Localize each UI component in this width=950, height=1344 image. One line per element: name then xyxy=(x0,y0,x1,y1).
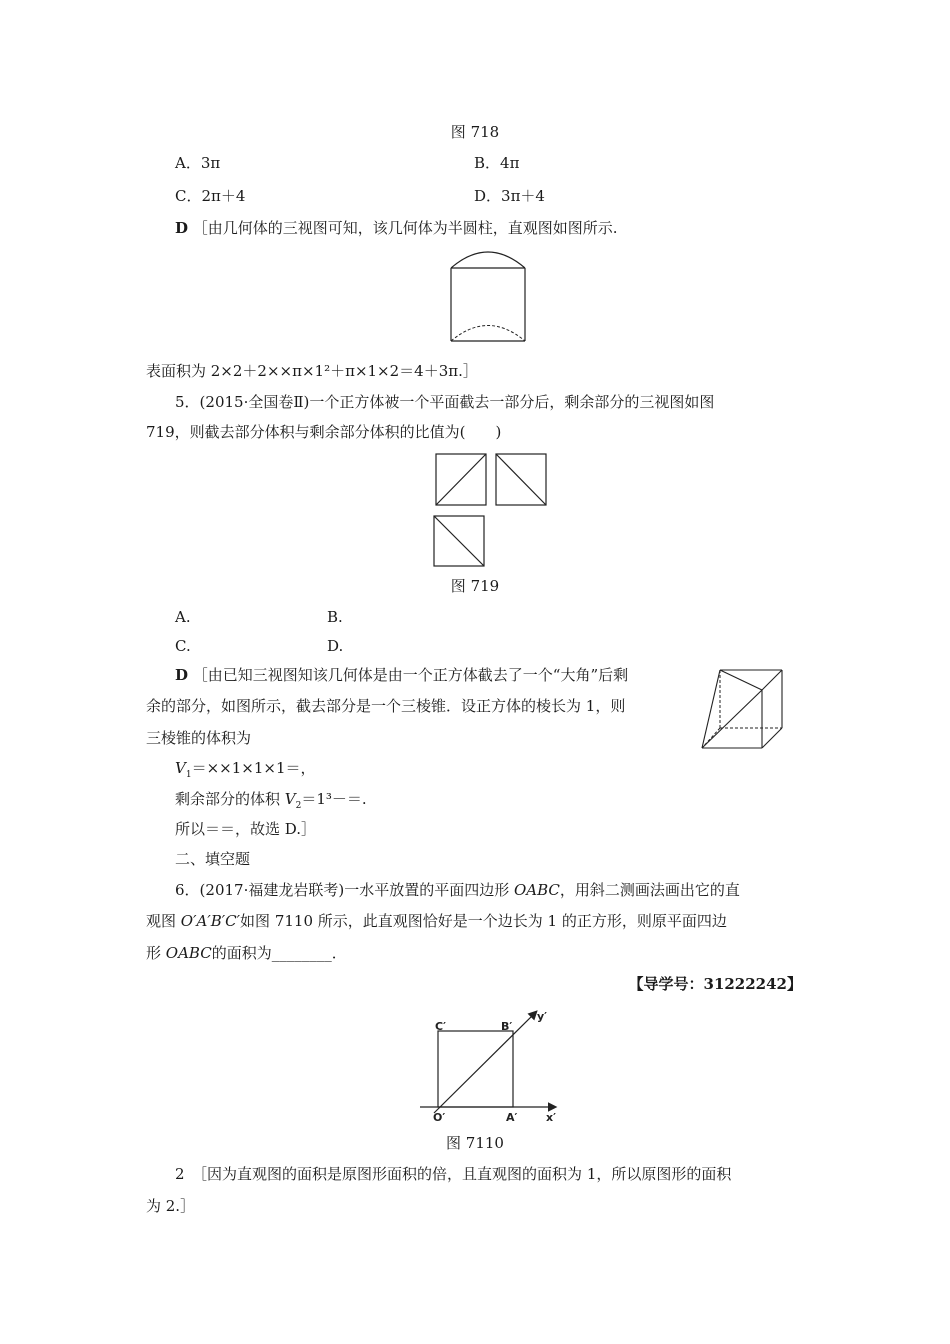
q5-option-c: C. xyxy=(175,637,191,655)
oblique-square-figure xyxy=(420,1006,570,1131)
figure-caption-7110: 图 7110 xyxy=(446,1134,504,1152)
calc-conclusion: 所以＝＝，故选 D.］ xyxy=(175,820,317,838)
q5-option-a: A. xyxy=(175,608,191,626)
q5-option-d: D. xyxy=(327,637,344,655)
label-a-prime: A′ xyxy=(506,1111,518,1124)
q6-stem-line2: 观图 O′A′B′C′如图 7110 所示，此直观图恰好是一个边长为 1 的正方形，则原平面四边 xyxy=(146,912,727,930)
label-y-prime: y′ xyxy=(537,1010,548,1023)
figure-caption-719: 图 719 xyxy=(450,577,500,595)
guide-number: 【导学号：31222242】 xyxy=(628,975,802,993)
answer-q4-line1 xyxy=(175,218,618,238)
q6-stem-line1: 6．(2017·福建龙岩联考)一水平放置的平面四边形 OABC，用斜二测画法画出它的直 xyxy=(175,881,740,899)
option-d: D．3π＋4 xyxy=(474,187,545,205)
answer-q4-line2: 表面积为 2×2＋2××π×1²＋π×1×2＝4＋3π.］ xyxy=(146,362,478,380)
cut-cube-figure xyxy=(700,667,785,752)
section-title: 二、填空题 xyxy=(175,850,251,868)
q6-stem-line3: 形 OABC的面积为________． xyxy=(146,944,347,962)
q5-option-b: B. xyxy=(327,608,343,626)
half-cylinder-figure xyxy=(448,244,528,346)
answer-letter: D xyxy=(175,219,189,237)
answer-text: ［由几何体的三视图可知，该几何体为半圆柱，直观图如图所示. xyxy=(192,219,618,237)
answer-text: ［由已知三视图知该几何体是由一个正方体截去了一个“大角”后剩 xyxy=(192,666,629,684)
option-a: A．3π xyxy=(175,154,221,172)
option-c: C．2π＋4 xyxy=(175,187,246,205)
answer-q5-line3: 三棱锥的体积为 xyxy=(146,729,252,747)
calc-v2: 剩余部分的体积 $V_2=1^3-=$. xyxy=(175,790,367,811)
option-b: B．4π xyxy=(474,154,520,172)
label-b-prime: B′ xyxy=(501,1020,513,1033)
answer-q6-line2: 为 2.］ xyxy=(146,1197,196,1215)
calc-v1: $V_1=\times\times 1\times 1\times 1=$， xyxy=(175,759,316,780)
answer-q5-line2: 余的部分，如图所示，截去部分是一个三棱锥．设正方体的棱长为 1，则 xyxy=(146,697,626,715)
answer-q6-line1: 2 ［因为直观图的面积是原图形面积的倍，且直观图的面积为 1，所以原图形的面积 xyxy=(175,1165,732,1183)
q5-stem-line1: 5．(2015·全国卷Ⅱ)一个正方体被一个平面截去一部分后，剩余部分的三视图如图 xyxy=(175,393,715,411)
answer-q5-line1 xyxy=(175,665,628,685)
label-x-prime: x′ xyxy=(546,1111,556,1124)
answer-letter: D xyxy=(175,666,189,684)
label-o-prime: O′ xyxy=(433,1111,446,1124)
label-c-prime: C′ xyxy=(435,1020,446,1033)
three-view-figure xyxy=(430,451,550,571)
figure-caption-718: 图 718 xyxy=(450,123,500,141)
q5-stem-line2: 719，则截去部分体积与剩余部分体积的比值为( ) xyxy=(146,423,502,441)
